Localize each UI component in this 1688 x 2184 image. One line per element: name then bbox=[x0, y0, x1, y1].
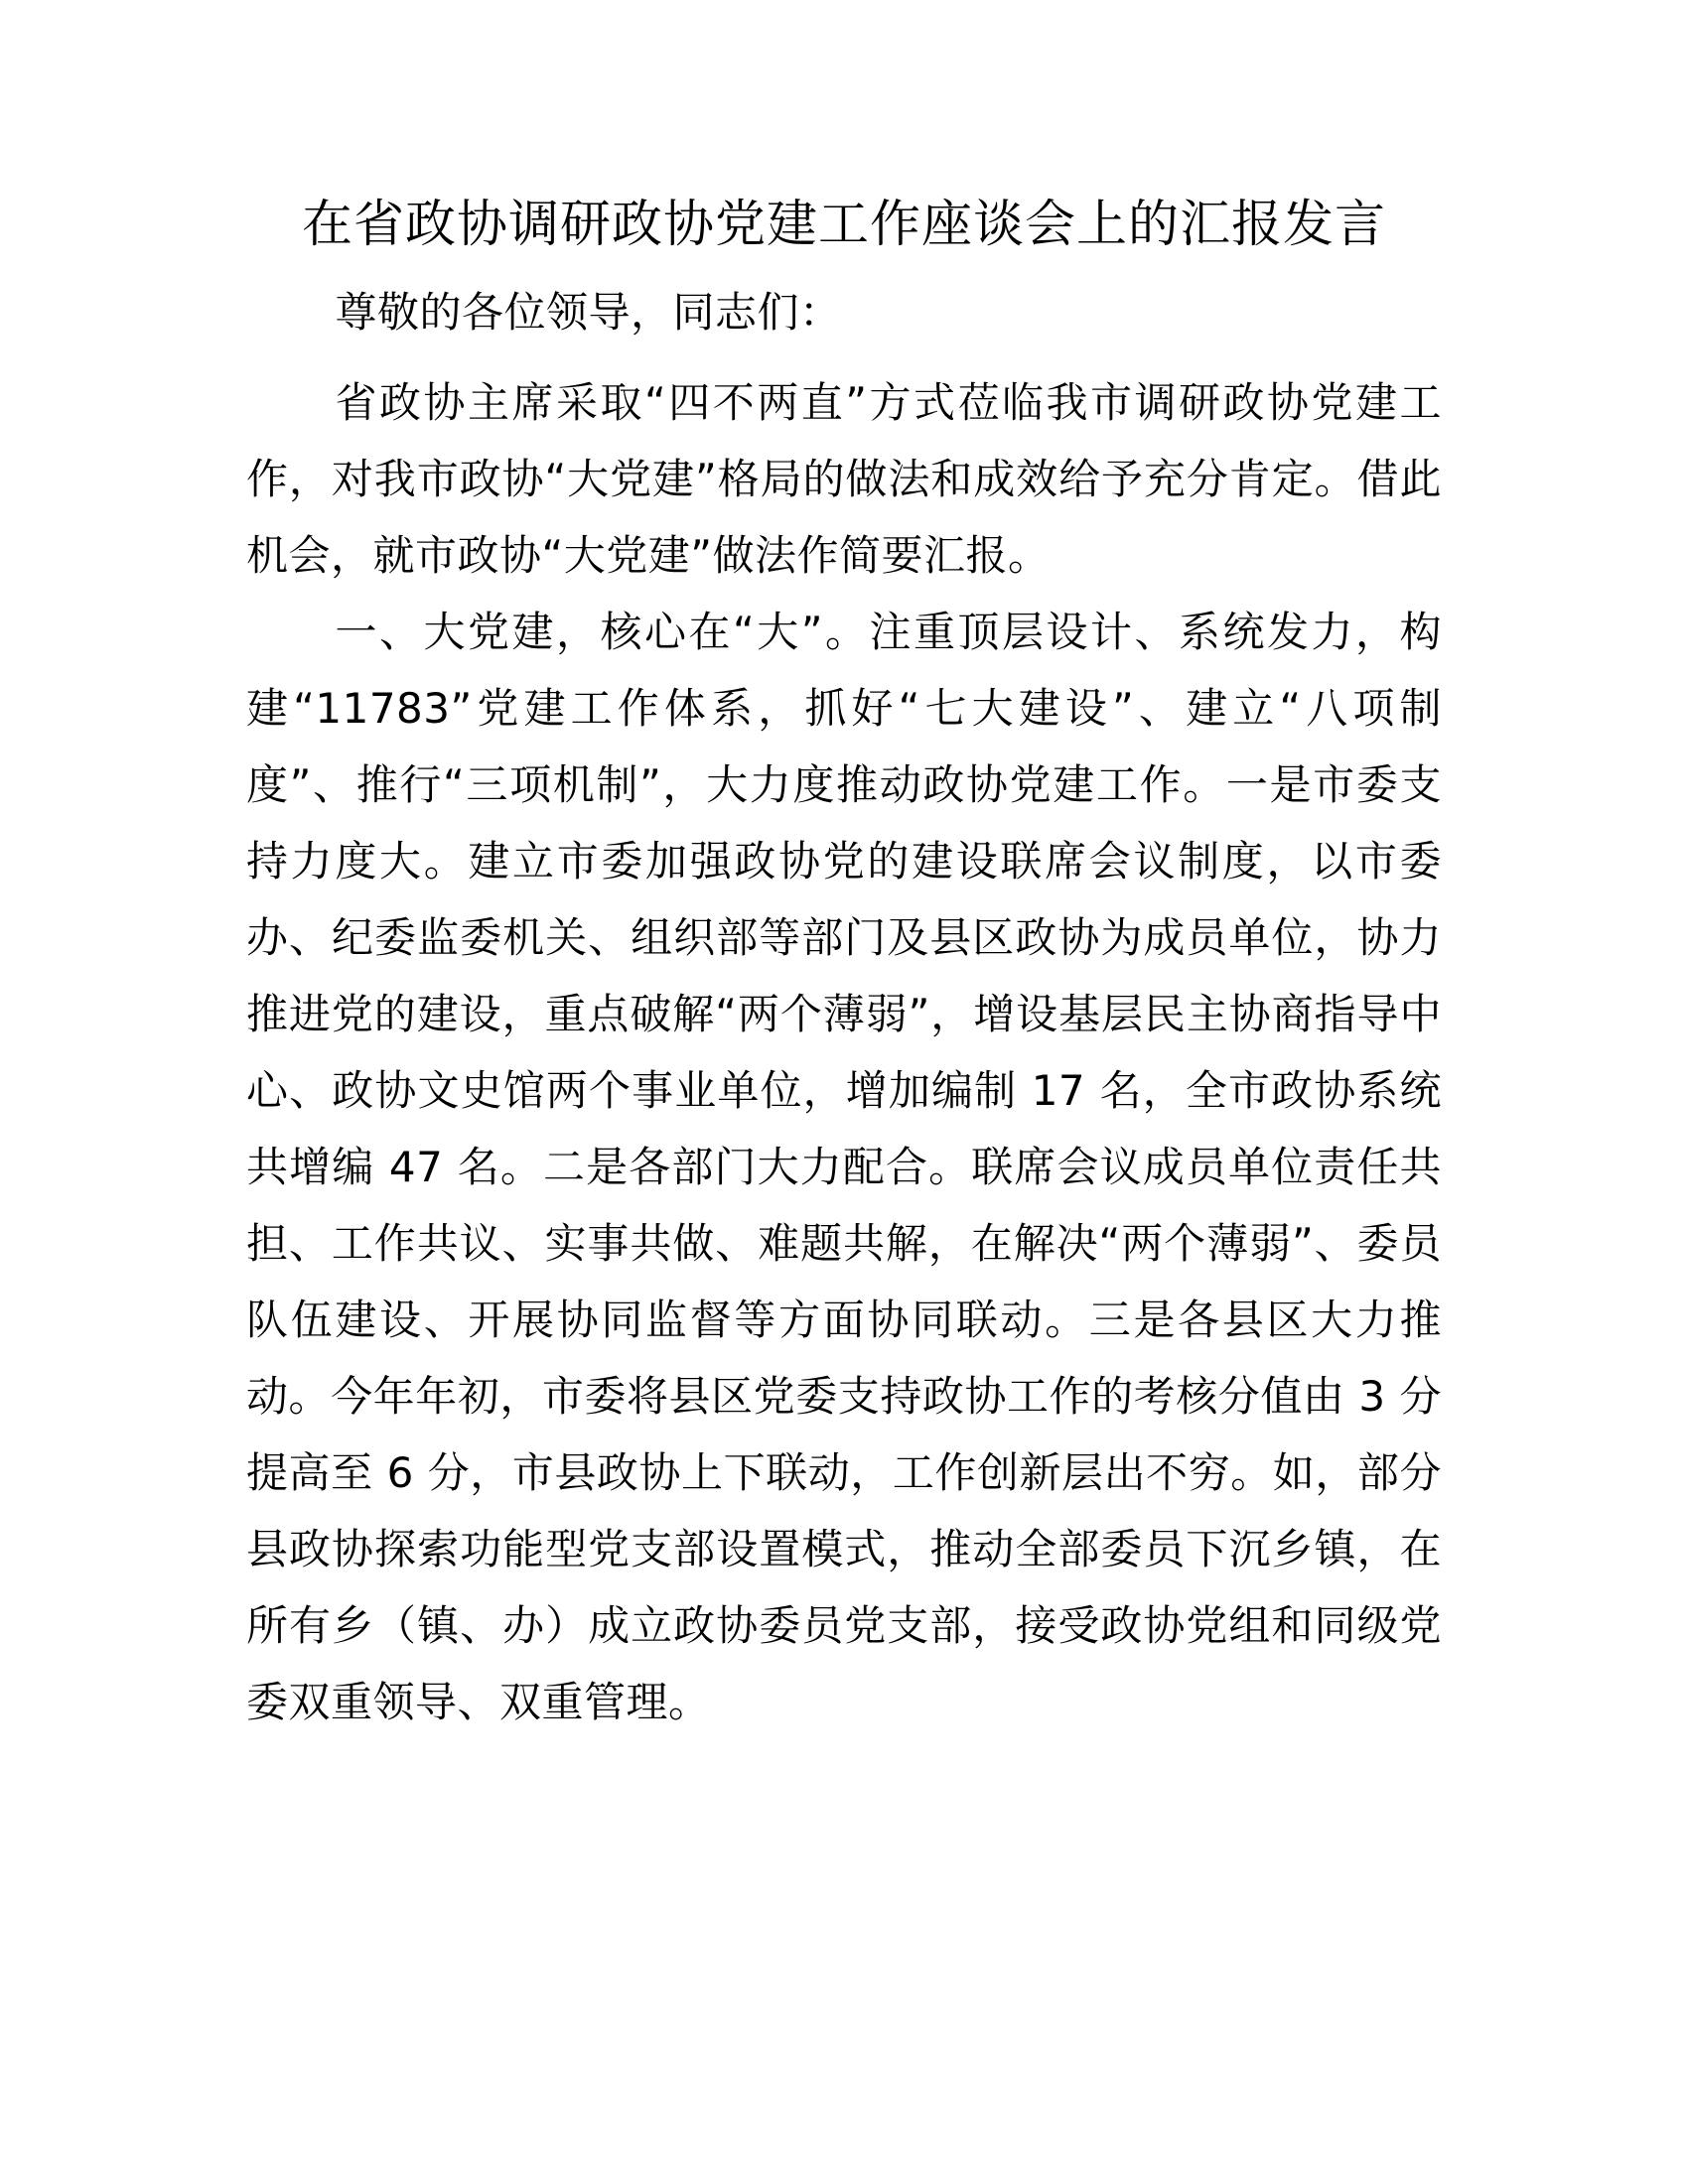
paragraph-section-one: 一、大党建，核心在“大”。注重顶层设计、系统发力，构建“11783”党建工作体系，抓好“七大建设”、建立“八项制度”、推行“三项机制”，大力度推动政协党建工作。一是市委支持力度大。建立市委加强政协党的建设联席会议制度，以市委办、纪委监委机关、组织部等部门及县区政协为成员单位，协力推进党的建设，重点破解“两个薄弱”，增设基层民主协商指导中心、政协文史馆两个事业单位，增加编制 17 名，全市政协系统共增编 47 名。二是各部门大力配合。联席会议成员单位责任共担、工作共议、实事共做、难题共解，在解决“两个薄弱”、委员队伍建设、开展协同监督等方面协同联动。三是各县区大力推动。今年年初，市委将县区党委支持政协工作的考核分值由 3 分提高至 6 分，市县政协上下联动，工作创新层出不穷。如，部分县政协探索功能型党支部设置模式，推动全部委员下沉乡镇，在所有乡（镇、办）成立政协委员党支部，接受政协党组和同级党委双重领导、双重管理。 bbox=[246, 608, 1442, 1726]
greeting: 尊敬的各位领导，同志们： bbox=[335, 288, 842, 337]
document-title: 在省政协调研政协党建工作座谈会上的汇报发言 bbox=[301, 196, 1386, 254]
paragraph-intro: 省政协主席采取“四不两直”方式莅临我市调研政协党建工作，对我市政协“大党建”格局的做法和成效给予充分肯定。借此机会，就市政协“大党建”做法作简要汇报。 bbox=[246, 378, 1442, 580]
document-page bbox=[246, 189, 1442, 1740]
